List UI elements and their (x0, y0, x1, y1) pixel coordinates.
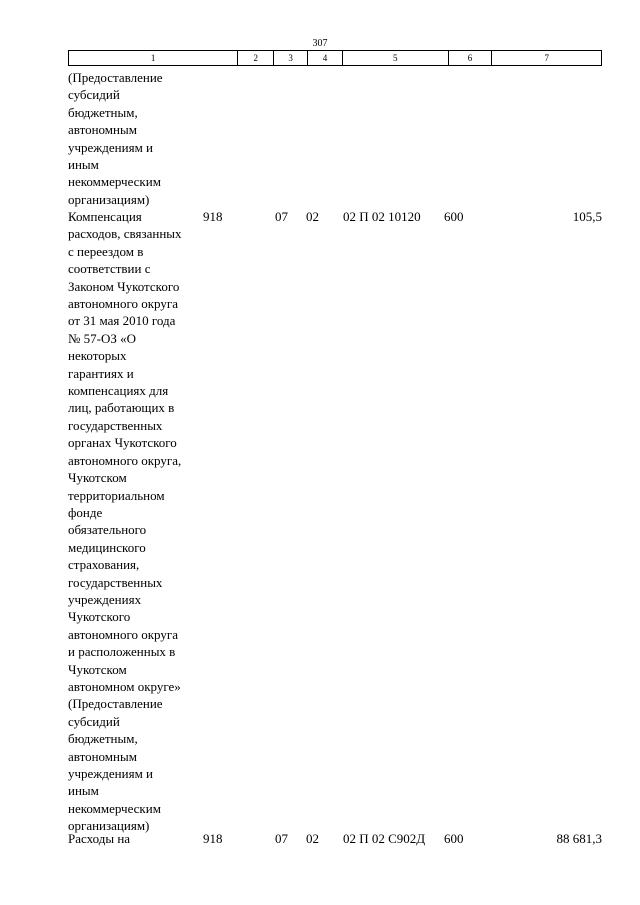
ministry-code: 918 (203, 831, 223, 846)
text-line: обязательного (68, 522, 147, 538)
text-line: автономного округа, (68, 452, 182, 468)
column-header-7: 7 (544, 53, 549, 63)
table-header-row (68, 50, 602, 66)
text-line: иным (68, 783, 99, 799)
text-line: некоммерческим (68, 800, 161, 816)
target-code: 02 П 02 10120 (343, 209, 421, 224)
expense-type-code: 600 (444, 831, 464, 846)
text-line: государственных (68, 417, 163, 433)
text-line: фонде (68, 504, 103, 520)
text-line: гарантиях и (68, 365, 134, 381)
text-line: некоторых (68, 348, 127, 364)
text-line: бюджетным, (68, 731, 138, 747)
text-line: (Предоставление (68, 70, 163, 85)
column-header-3: 3 (274, 51, 308, 65)
amount-value: 88 681,3 (556, 831, 602, 846)
row-description (68, 830, 202, 847)
text-line: субсидий (68, 713, 120, 729)
subsection-code: 02 (306, 209, 319, 224)
text-line: Чукотском (68, 470, 127, 486)
ministry-code: 918 (203, 209, 223, 224)
text-line: (Предоставление (68, 696, 163, 712)
text-line: автономным (68, 748, 137, 764)
column-header-4: 4 (308, 51, 343, 65)
text-line: субсидий (68, 87, 120, 103)
text-line: Компенсация (68, 209, 142, 224)
section-code: 07 (275, 831, 288, 846)
text-line: органах Чукотского (68, 435, 177, 451)
text-line: учреждениям и (68, 139, 154, 155)
page-number: 307 (312, 38, 328, 49)
text-line: автономного округа (68, 296, 178, 312)
text-line: от 31 мая 2010 года (68, 313, 176, 329)
column-header-1: 1 (69, 51, 238, 65)
text-line: и расположенных в (68, 644, 176, 660)
text-line: страхования, (68, 557, 140, 573)
text-line: медицинского (68, 539, 146, 555)
text-line: Законом Чукотского (68, 278, 180, 294)
row-description (68, 208, 202, 835)
text-line: расходов, связанных (68, 226, 182, 242)
text-line: с переездом в (68, 243, 144, 259)
text-line: бюджетным, (68, 104, 138, 120)
text-line: компенсациях для (68, 383, 169, 399)
text-line: организациям) (68, 191, 150, 207)
text-line: Расходы на (68, 831, 131, 846)
text-line: соответствии с (68, 261, 151, 277)
text-line: учреждениях (68, 591, 142, 607)
target-code: 02 П 02 С902Д (343, 831, 426, 846)
column-header-6: 6 (449, 51, 493, 65)
subsection-code: 02 (306, 831, 319, 846)
text-line: учреждениям и (68, 766, 154, 781)
section-code: 07 (275, 209, 288, 224)
amount-value: 105,5 (572, 209, 602, 224)
text-line: Чукотском (68, 661, 127, 677)
continuation-description (68, 69, 202, 208)
text-line: № 57-ОЗ «О (68, 330, 137, 346)
column-header-5: 5 (343, 51, 449, 65)
text-line: автономного округа (68, 626, 178, 642)
expense-type-code: 600 (444, 209, 464, 224)
text-line: некоммерческим (68, 174, 161, 190)
text-line: иным (68, 157, 99, 173)
text-line: территориальном (68, 487, 165, 503)
column-header-2: 2 (238, 51, 274, 65)
text-line: организациям) (68, 818, 150, 834)
text-line: Чукотского (68, 609, 131, 625)
text-line: автономным (68, 122, 137, 138)
text-line: государственных (68, 574, 163, 590)
text-line: автономном округе» (68, 678, 181, 694)
text-line: лиц, работающих в (68, 400, 175, 416)
